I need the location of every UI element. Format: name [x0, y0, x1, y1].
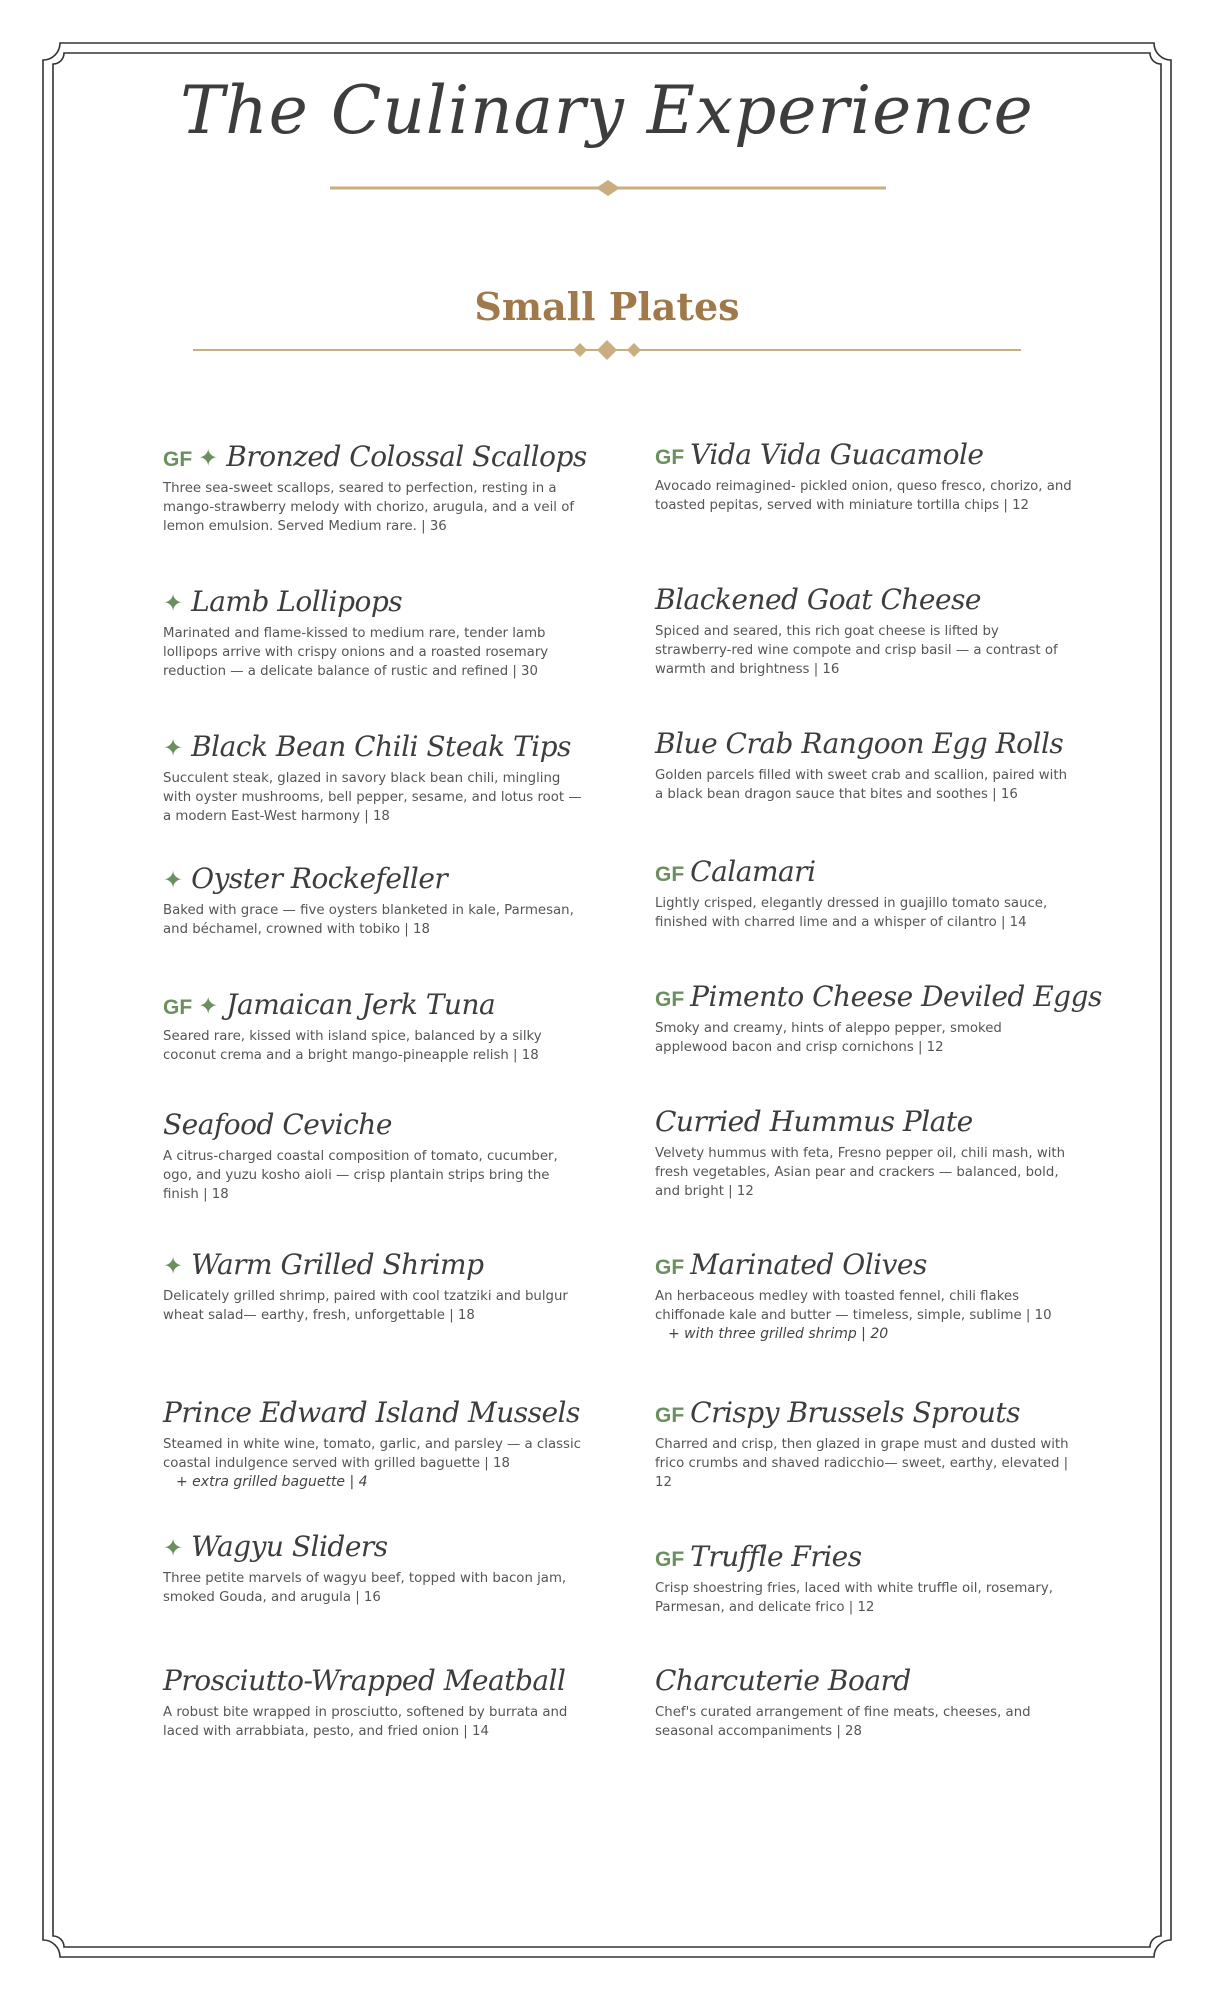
menu-item-addon: + extra grilled baguette | 4	[176, 1474, 368, 1490]
menu-item-addon: + with three grilled shrimp | 20	[668, 1326, 889, 1342]
menu-item-name: Charcuterie Board	[655, 1664, 911, 1697]
menu-item-heading	[163, 1664, 583, 1697]
sparkle-icon: ✦	[198, 992, 219, 1020]
menu-item-heading	[163, 1248, 583, 1281]
section-divider	[193, 338, 1021, 362]
gluten-free-badge: GF	[655, 1256, 685, 1279]
menu-item-heading	[163, 1530, 583, 1563]
sparkle-icon: ✦	[163, 1252, 184, 1280]
gluten-free-badge: GF	[655, 446, 685, 469]
menu-item-name: Crispy Brussels Sprouts	[690, 1396, 1020, 1429]
menu-item-name: Lamb Lollipops	[191, 585, 403, 618]
sparkle-icon: ✦	[163, 866, 184, 894]
menu-item-name: Bronzed Colossal Scallops	[226, 440, 587, 473]
menu-item-description: An herbaceous medley with toasted fennel, chili flakes chiffonade kale and butter — timeless, simple, sublime | 10	[655, 1289, 1052, 1323]
menu-item-description: Charred and crisp, then glazed in grape must and dusted with frico crumbs and shaved radicchio— sweet, earthy, elevated | 12	[655, 1437, 1069, 1490]
sparkle-icon: ✦	[163, 589, 184, 617]
menu-item-description: Steamed in white wine, tomato, garlic, and parsley — a classic coastal indulgence served with grilled baguette | 18	[163, 1437, 581, 1471]
menu-item	[655, 1248, 1075, 1344]
menu-item-heading	[655, 1248, 1075, 1281]
menu-item	[163, 585, 583, 681]
menu-item-heading	[655, 1105, 1075, 1138]
menu-item-description: Velvety hummus with feta, Fresno pepper oil, chili mash, with fresh vegetables, Asian pear and crackers — balanced, bold, and bright | 12	[655, 1146, 1066, 1199]
menu-item	[655, 1105, 1075, 1201]
gluten-free-badge: GF	[655, 863, 685, 886]
menu-item-name: Blue Crab Rangoon Egg Rolls	[655, 727, 1064, 760]
menu-item-name: Pimento Cheese Deviled Eggs	[690, 980, 1102, 1013]
menu-item	[163, 1396, 583, 1492]
menu-item	[655, 1396, 1075, 1492]
menu-item	[655, 1540, 1075, 1617]
menu-item-heading	[163, 730, 583, 763]
menu-item	[163, 1108, 583, 1204]
menu-item-heading	[163, 585, 583, 618]
menu-item	[163, 988, 583, 1065]
menu-item-description: A citrus-charged coastal composition of tomato, cucumber, ogo, and yuzu kosho aioli — crisp plantain strips bring the finish | 18	[163, 1149, 558, 1202]
menu-item-description: Marinated and flame-kissed to medium rare, tender lamb lollipops arrive with crispy onions and a roasted rosemary reduction — a delicate balance of rustic and refined | 30	[163, 626, 549, 679]
menu-item	[655, 855, 1075, 932]
menu-item-description: A robust bite wrapped in prosciutto, softened by burrata and laced with arrabbiata, pesto, and fried onion | 14	[163, 1705, 568, 1739]
menu-item-heading	[655, 855, 1075, 888]
gluten-free-badge: GF	[163, 996, 193, 1019]
sparkle-icon: ✦	[198, 444, 219, 472]
gluten-free-badge: GF	[655, 988, 685, 1011]
menu-item	[655, 727, 1075, 804]
menu-item-description: Delicately grilled shrimp, paired with cool tzatziki and bulgur wheat salad— earthy, fresh, unforgettable | 18	[163, 1289, 568, 1323]
menu-item-name: Seafood Ceviche	[163, 1108, 392, 1141]
gluten-free-badge: GF	[163, 448, 193, 471]
menu-item-heading	[655, 1396, 1075, 1429]
menu-item	[163, 1530, 583, 1607]
menu-item-name: Prince Edward Island Mussels	[163, 1396, 580, 1429]
menu-item	[163, 730, 583, 826]
menu-item-description: Smoky and creamy, hints of aleppo pepper, smoked applewood bacon and crisp cornichons | 12	[655, 1021, 1002, 1055]
menu-item-heading	[163, 1108, 583, 1141]
sparkle-icon: ✦	[163, 734, 184, 762]
menu-item-name: Wagyu Sliders	[191, 1530, 388, 1563]
menu-item-description: Succulent steak, glazed in savory black bean chili, mingling with oyster mushrooms, bell pepper, sesame, and lotus root — a modern East-West harmony | 18	[163, 771, 582, 824]
menu-item-name: Blackened Goat Cheese	[655, 583, 981, 616]
menu-item-description: Spiced and seared, this rich goat cheese is lifted by strawberry-red wine compote and crisp basil — a contrast of warmth and brightness | 16	[655, 624, 1058, 677]
menu-item-description: Golden parcels filled with sweet crab and scallion, paired with a black bean dragon sauce that bites and soothes | 16	[655, 768, 1068, 802]
menu-item-name: Vida Vida Guacamole	[690, 438, 984, 471]
menu-item-name: Jamaican Jerk Tuna	[226, 988, 496, 1021]
menu-item-name: Calamari	[690, 855, 816, 888]
menu-item	[163, 862, 583, 939]
menu-item-description: Three petite marvels of wagyu beef, topped with bacon jam, smoked Gouda, and arugula | 16	[163, 1571, 567, 1605]
menu-item-description: Crisp shoestring fries, laced with white truffle oil, rosemary, Parmesan, and delicate frico | 12	[655, 1581, 1053, 1615]
menu-item-name: Truffle Fries	[690, 1540, 862, 1573]
menu-item-description: Baked with grace — five oysters blanketed in kale, Parmesan, and béchamel, crowned with tobiko | 18	[163, 903, 574, 937]
menu-title: The Culinary Experience	[180, 72, 1034, 149]
menu-item-description: Lightly crisped, elegantly dressed in guajillo tomato sauce, finished with charred lime and a whisper of cilantro | 14	[655, 896, 1048, 930]
menu-item	[655, 583, 1075, 679]
menu-item-heading	[163, 988, 583, 1021]
menu-item	[163, 440, 587, 536]
menu-item-heading	[163, 440, 587, 473]
menu-item	[655, 438, 1075, 515]
sparkle-icon: ✦	[163, 1534, 184, 1562]
menu-item	[655, 1664, 1075, 1741]
menu-item-heading	[655, 1540, 1075, 1573]
menu-item-description: Avocado reimagined- pickled onion, queso fresco, chorizo, and toasted pepitas, served with miniature tortilla chips | 12	[655, 479, 1072, 513]
menu-item-name: Marinated Olives	[690, 1248, 927, 1281]
menu-item	[163, 1248, 583, 1325]
menu-item-heading	[655, 583, 1075, 616]
menu-item-description: Chef's curated arrangement of fine meats, cheeses, and seasonal accompaniments | 28	[655, 1705, 1031, 1739]
menu-item-heading	[655, 727, 1075, 760]
section-title: Small Plates	[474, 284, 740, 329]
menu-item-heading	[655, 1664, 1075, 1697]
gluten-free-badge: GF	[655, 1548, 685, 1571]
title-divider	[330, 178, 886, 198]
menu-item	[655, 980, 1102, 1057]
menu-item-heading	[655, 980, 1102, 1013]
menu-item-name: Black Bean Chili Steak Tips	[191, 730, 571, 763]
menu-item-heading	[163, 862, 583, 895]
menu-item	[163, 1664, 583, 1741]
menu-item-name: Prosciutto-Wrapped Meatball	[163, 1664, 566, 1697]
menu-item-description: Seared rare, kissed with island spice, balanced by a silky coconut crema and a bright mango-pineapple relish | 18	[163, 1029, 542, 1063]
menu-item-name: Curried Hummus Plate	[655, 1105, 973, 1138]
menu-item-name: Oyster Rockefeller	[191, 862, 448, 895]
menu-item-heading	[163, 1396, 583, 1429]
gluten-free-badge: GF	[655, 1404, 685, 1427]
menu-item-description: Three sea-sweet scallops, seared to perfection, resting in a mango-strawberry melody with chorizo, arugula, and a veil of lemon emulsion. Served Medium rare. | 36	[163, 481, 575, 534]
menu-item-name: Warm Grilled Shrimp	[191, 1248, 484, 1281]
menu-item-heading	[655, 438, 1075, 471]
